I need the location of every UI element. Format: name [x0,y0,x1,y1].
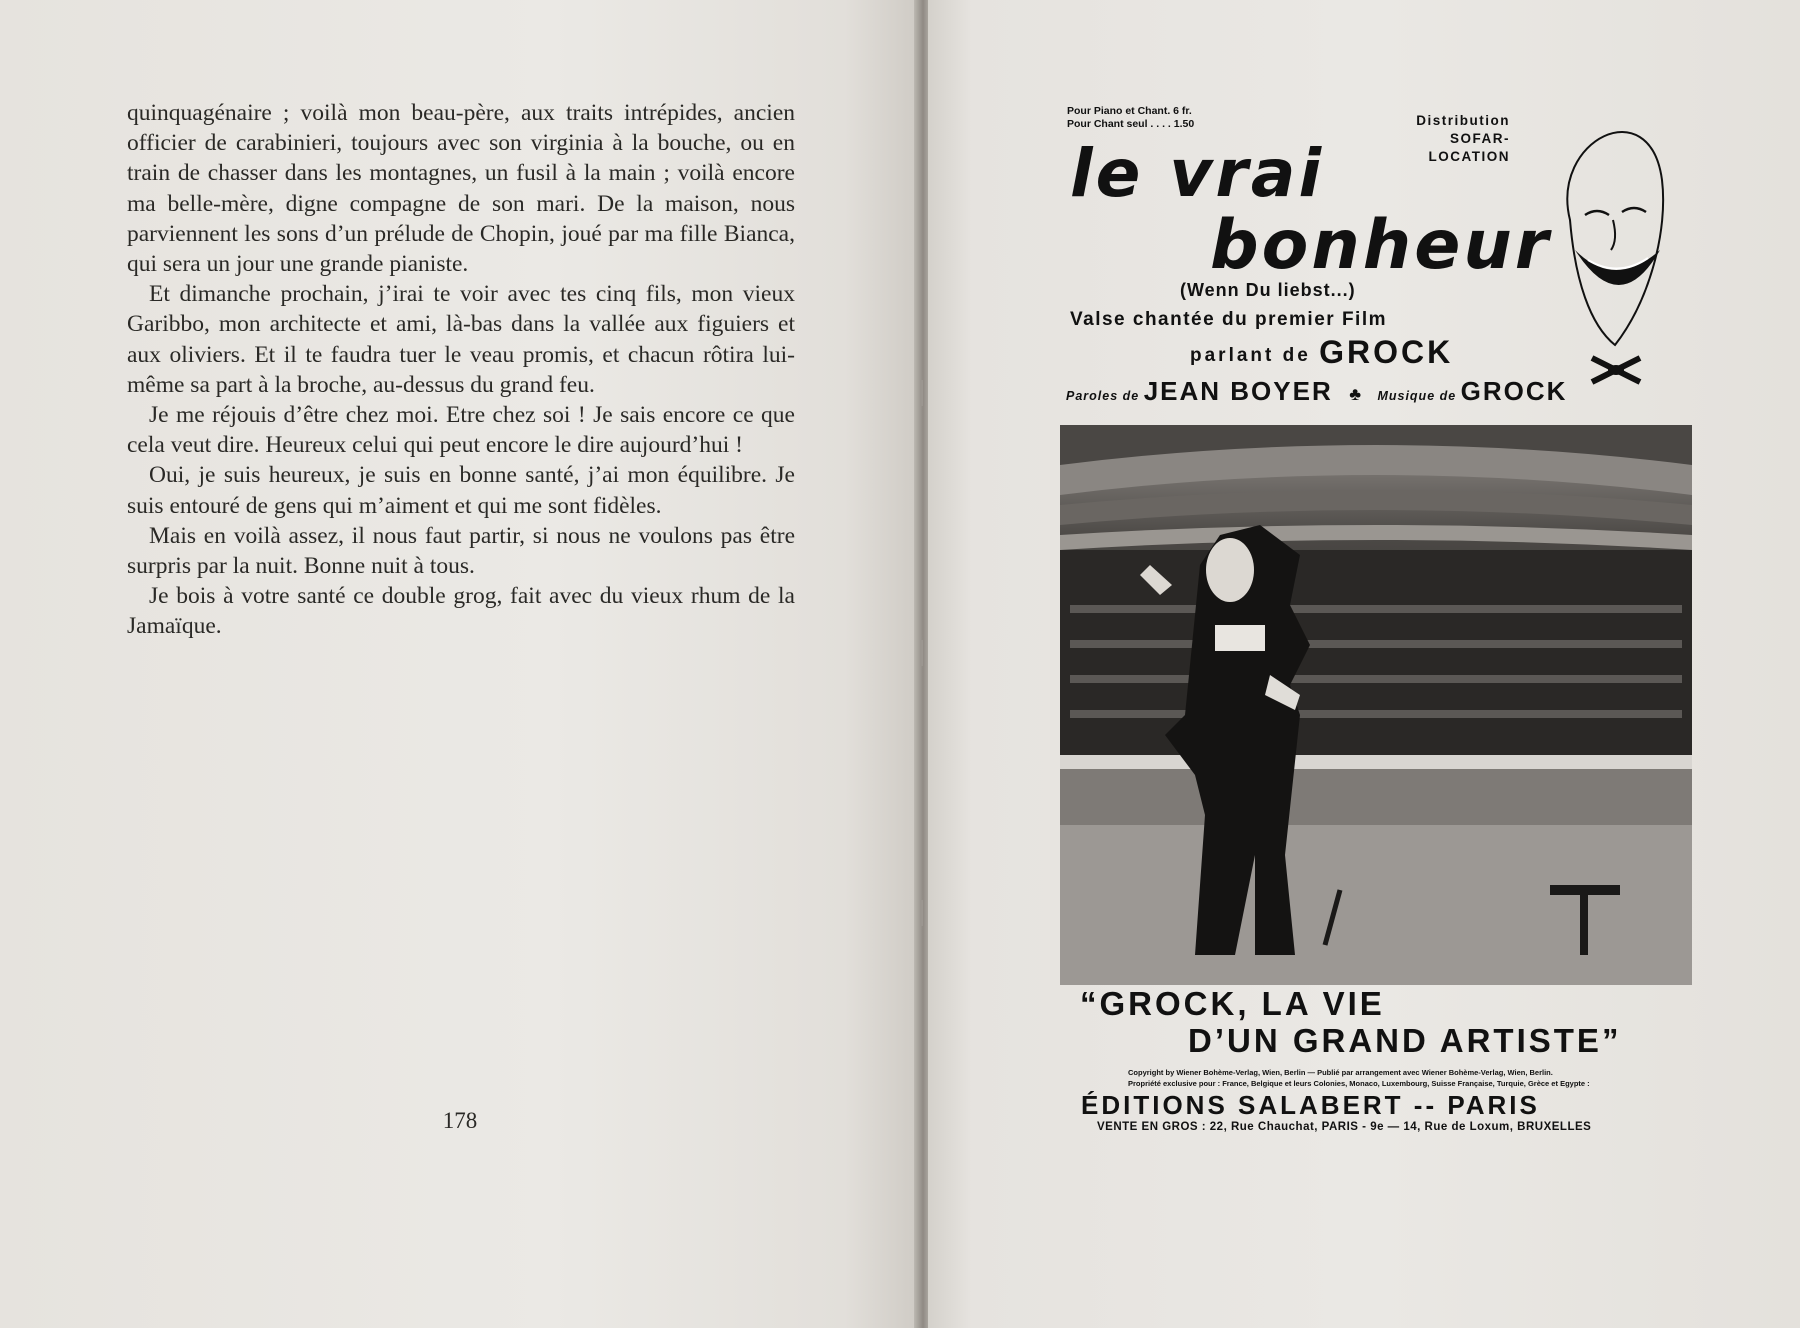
copyright-notice [1128,1067,1648,1089]
film-title-quote [1080,985,1621,1059]
quote-line-2: D’UN GRAND ARTISTE” [1188,1022,1622,1059]
paragraph: Mais en voilà assez, il nous faut partir, si nous ne voulons pas être surpris par la nuit. Bonne nuit à tous. [127,522,795,580]
song-title-line-1: le vrai [1070,135,1325,212]
page-number: 178 [442,1108,478,1133]
copyright-line: Copyright by Wiener Bohème-Verlag, Wien, Berlin — Publié par arrangement avec Wiener Bohème-Verlag, Wien, Berlin. [1128,1068,1553,1077]
parlant-line [1190,334,1453,371]
musique-name: GROCK [1460,376,1568,406]
distribution-block [1380,112,1510,166]
valse-line: Valse chantée du premier Film [1070,309,1387,330]
paragraph: Et dimanche prochain, j’irai te voir avec tes cinq fils, mon vieux Garibbo, mon architecte et ami, là-bas dans la vallée aux figuiers et aux oliviers. Et il te faudra tuer le veau promis, et chacun rôtira lui-même sa part à la broche, au-dessus du grand feu. [127,281,795,398]
paroles-name: JEAN BOYER [1143,376,1333,406]
price-piano-chant: Pour Piano et Chant. 6 fr. [1067,105,1192,117]
parlant-prefix: parlant de [1190,345,1311,366]
paragraph: Oui, je suis heureux, je suis en bonne santé, j’ai mon équilibre. Je suis entouré de gens qui m’aiment et qui me sont fidèles. [127,462,795,519]
price-block [1067,105,1194,131]
song-subtitle: (Wenn Du liebst...) [1180,280,1356,300]
clown-caricature-icon [1530,100,1670,385]
parlant-name: GROCK [1319,334,1454,370]
musique-label: Musique de [1377,389,1457,403]
binding-stitch [920,640,923,666]
body-text [127,98,795,642]
paragraph: Je me réjouis d’être chez moi. Etre chez soi ! Je sais encore ce que cela veut dire. Heureux celui qui peut encore le dire aujourd’hui ! [127,402,795,459]
binding-stitch [920,900,923,926]
paragraph: Je bois à votre santé ce double grog, fait avec du vieux rhum de la Jamaïque. [127,583,795,640]
distribution-line: SOFAR- [1449,131,1510,146]
copyright-line: Propriété exclusive pour : France, Belgique et leurs Colonies, Monaco, Luxembourg, Suisse Française, Turquie, Grèce et Egypte : [1128,1079,1590,1088]
ornament-icon: ♣ [1349,384,1361,404]
price-chant-seul: Pour Chant seul . . . . 1.50 [1067,118,1195,130]
right-page [928,0,1800,1328]
distribution-line: Distribution [1416,113,1510,128]
publisher-address: VENTE EN GROS : 22, Rue Chauchat, PARIS - 9e — 14, Rue de Loxum, BRUXELLES [1097,1121,1592,1133]
paragraph: quinquagénaire ; voilà mon beau-père, aux traits intrépides, ancien officier de carabinieri, toujours avec son virginia à la bouche, ou en train de chasser dans les montagnes, un fusil à la main ; voilà encore ma belle-mère, digne compagne de son mari. De la maison, nous parviennent les sons d’un prélude de Chopin, joué par ma fille Bianca, qui sera un jour une grande pianiste. [127,100,795,278]
publisher-name: ÉDITIONS SALABERT -- PARIS [1081,1090,1540,1120]
distribution-line: LOCATION [1428,149,1510,164]
sheet-music-cover [1060,100,1690,1140]
binding-stitch [920,380,923,406]
stage-photograph [1060,425,1692,985]
song-title-line-2: bonheur [1210,206,1552,285]
paroles-label: Paroles de [1066,389,1140,403]
quote-line-1: “GROCK, LA VIE [1080,985,1385,1022]
